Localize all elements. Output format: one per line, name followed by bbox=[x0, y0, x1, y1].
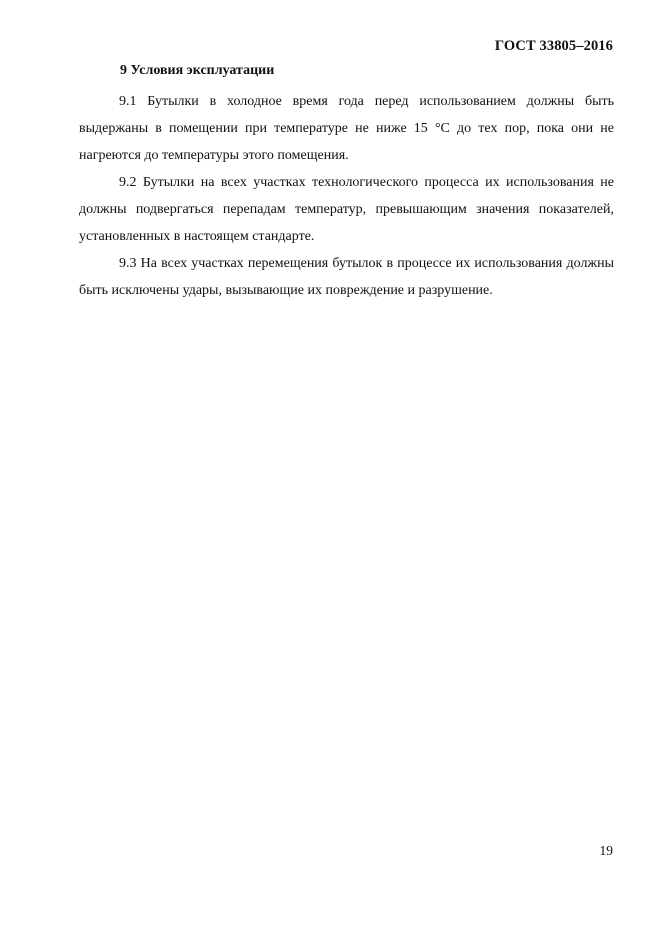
document-code-header: ГОСТ 33805–2016 bbox=[494, 38, 613, 54]
paragraph-9-2: 9.2 Бутылки на всех участках технологического процесса их использования не должны подвергаться перепадам температур, превышающим значения показателей, установленных в настоящем стандарте. bbox=[79, 175, 614, 244]
paragraph-9-3: 9.3 На всех участках перемещения бутылок в процессе их использования должны быть исключены удары, вызывающие их повреждение и разрушение. bbox=[79, 256, 614, 298]
section-body bbox=[79, 88, 614, 304]
page-number: 19 bbox=[599, 843, 613, 858]
paragraph-9-1: 9.1 Бутылки в холодное время года перед использованием должны быть выдержаны в помещении при температуре не ниже 15 °С до тех пор, пока они не нагреются до температуры этого помещения. bbox=[79, 94, 614, 163]
section-heading: 9 Условия эксплуатации bbox=[120, 63, 275, 78]
